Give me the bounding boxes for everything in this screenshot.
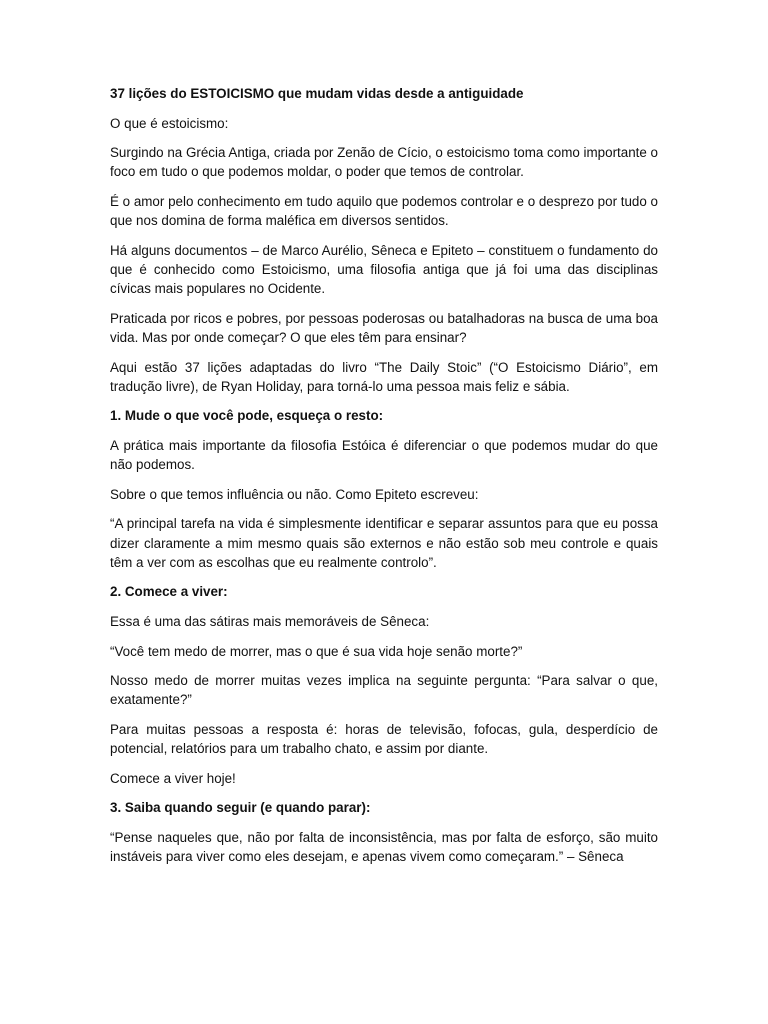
paragraph-lesson-2-answer: Para muitas pessoas a resposta é: horas de televisão, fofocas, gula, desperdício de potencial, relatórios para um trabalho chato, e assim por diante. bbox=[110, 721, 658, 757]
heading-lesson-2: 2. Comece a viver: bbox=[110, 584, 228, 600]
paragraph-lesson-2-fear: Nosso medo de morrer muitas vezes implica na seguinte pergunta: “Para salvar o que, exatamente?” bbox=[110, 673, 658, 708]
paragraph-documents: Há alguns documentos – de Marco Aurélio, Sêneca e Epiteto – constituem o fundamento do que é conhecido como Estoicismo, uma filosofia antiga que já foi uma das disciplinas cívicas mais populares no Ocidente. bbox=[110, 242, 658, 297]
heading-lesson-1: 1. Mude o que você pode, esqueça o resto: bbox=[110, 408, 384, 424]
paragraph-lesson-1-influence: Sobre o que temos influência ou não. Como Epiteto escreveu: bbox=[110, 486, 479, 502]
paragraph-lesson-2-start: Comece a viver hoje! bbox=[110, 770, 236, 786]
paragraph-love-of-knowledge: É o amor pelo conhecimento em tudo aquilo que podemos controlar e o desprezo por tudo o que nos domina de forma maléfica em diversos sentidos. bbox=[110, 193, 658, 229]
paragraph-lessons-intro: Aqui estão 37 lições adaptadas do livro “The Daily Stoic” (“O Estoicismo Diário”, em tradução livre), de Ryan Holiday, para torná-lo uma pessoa mais feliz e sábia. bbox=[110, 359, 658, 394]
document-title: 37 lições do ESTOICISMO que mudam vidas desde a antiguidade bbox=[110, 86, 524, 101]
document-page bbox=[110, 84, 658, 877]
paragraph-lesson-1-text: A prática mais importante da filosofia Estóica é diferenciar o que podemos mudar do que não podemos. bbox=[110, 437, 658, 473]
heading-lesson-3: 3. Saiba quando seguir (e quando parar): bbox=[110, 800, 371, 816]
paragraph-lesson-1-quote: “A principal tarefa na vida é simplesmente identificar e separar assuntos para que eu possa dizer claramente a mim mesmo quais são externos e não estão sob meu controle e quais têm a ver com as escolhas que eu realmente controlo”. bbox=[110, 516, 658, 570]
paragraph-lesson-3-quote: “Pense naqueles que, não por falta de inconsistência, mas por falta de esforço, são muito instáveis para viver como eles desejam, e apenas vivem como começaram.” – Sêneca bbox=[110, 829, 658, 865]
paragraph-lesson-2-satire: Essa é uma das sátiras mais memoráveis de Sêneca: bbox=[110, 613, 430, 629]
paragraph-what-is-stoicism: O que é estoicismo: bbox=[110, 115, 229, 131]
paragraph-origin: Surgindo na Grécia Antiga, criada por Zenão de Cício, o estoicismo toma como importante o foco em tudo o que podemos moldar, o poder que temos de controlar. bbox=[110, 145, 658, 180]
paragraph-practiced: Praticada por ricos e pobres, por pessoas poderosas ou batalhadoras na busca de uma boa vida. Mas por onde começar? O que eles têm para ensinar? bbox=[110, 310, 658, 345]
paragraph-lesson-2-quote: “Você tem medo de morrer, mas o que é sua vida hoje senão morte?” bbox=[110, 643, 523, 659]
